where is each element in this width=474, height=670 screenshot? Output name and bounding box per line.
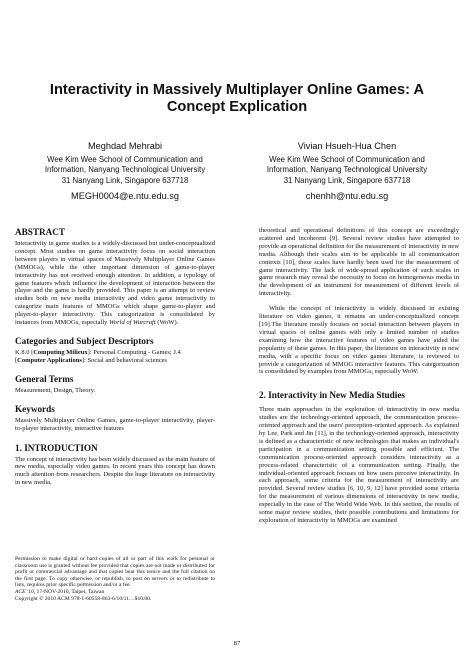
keywords-text: Massively Multiplayer Online Games, game-to-player interactivity, player-to-player interactivity, interactive features	[15, 416, 215, 432]
author-address: 31 Nanyang Link, Singapore 637718	[283, 176, 411, 185]
author-affiliation-line2: Information, Nanyang Technological University	[266, 165, 428, 174]
author-affiliation-line2: Information, Nanyang Technological University	[44, 165, 206, 174]
left-column	[15, 227, 215, 487]
body-paragraph: While the concept of interactivity is widely discussed in existing literature on video games, it remains an under-conceptualized concept [19].The literature mostly focuses on social interaction between players in virtual spaces of online games with only a limited number of studies examining how the interactive features of video games have aided the popularity of these games. In this paper, the literature on interactivity in new media, with a specific focus on video games literature, is reviewed to provide a categorization of MMOG interactive features. This categorization is consolidated by examples from MMOGs, especially WoW.	[259, 305, 459, 376]
body-paragraph: theoretical and operational definitions of this concept are exceedingly scattered and incoherent [9]. Several review studies have attempted to provide an operational definition for the measurement of interactivity in new media. Although their scales aim to be applicable in all communication contexts [10], these scales have hardly been used for the measurement of game interactivity. The lack of wide-spread application of such scales in game research may reveal the necessity to focus on homogeneous media in the development of an instrument for measurement of different levels of interactivity.	[259, 227, 459, 298]
introduction-text: The concept of interactivity has been widely discussed as the main feature of new media, especially video games. In recent years this concept has drawn much attention from researchers. Despite the huge literature on interactivity in new media,	[15, 455, 215, 487]
copyright-line: Copyright © 2010 ACM 978-1-60558-863-6/10/11…$10.00.	[15, 595, 152, 602]
author-affiliation-line1: Wee Kim Wee School of Communication and	[269, 155, 425, 164]
introduction-heading: 1. INTRODUCTION	[15, 442, 98, 453]
author-email: chenhh@ntu.edu.sg	[305, 191, 389, 201]
right-column	[259, 227, 459, 525]
paper-title	[20, 82, 454, 116]
author-address: 31 Nanyang Link, Singapore 637718	[61, 176, 189, 185]
conference-line: ACE '10, 17-NOV-2010, Taipei, Taiwan	[15, 588, 105, 595]
paper-title-line2: Concept Explication	[166, 99, 308, 115]
page-number: 87	[233, 640, 241, 647]
author-block-1	[25, 140, 225, 202]
categories-line1: K.8.0 [Computing Milieux]: Personal Computing - Games; J.4	[15, 348, 181, 356]
abstract-text: Interactivity in game studies is a widely-discussed but under-conceptualized concept. Most studies on game interactivity focus on social interaction between players in virtual spaces of Massively Multiplayer Online Games (MMOGs), while the other important dimension of game-to-player interactivity has not received enough attention. In addition, a typology of game features which influence the development of interaction between the player and the game is hardly provided. This paper is an attempt to review studies both on new media interactivity and video game interactivity to categorize main features of MMOGs which shape game-to-player and player-to-player interactivity. This categorization is consolidated by instances from MMOGs, especially World of Warcraft (WoW).	[15, 240, 215, 327]
general-terms-heading: General Terms	[15, 373, 74, 384]
keywords-heading: Keywords	[15, 403, 55, 414]
copyright-notice	[15, 556, 215, 602]
author-email: MEGH0004@e.ntu.edu.sg	[71, 191, 179, 201]
abstract-italic-title: World of Warcraft	[109, 319, 156, 327]
section-heading: 2. Interactivity in New Media Studies	[259, 390, 405, 401]
body-paragraph: Three main approaches in the exploration of interactivity in new media studies are the technology-oriented approach, the communication process-oriented approach and the users' perception-oriented approach. As explained by Lee, Park and Jin [11], in the technology-oriented approach, interactivity is defined as a characteristic of new technologies that makes an individual's participation in a communication setting possible and efficient. The communication process-oriented approach considers interactivity as a process-related characteristic of a communication setting. Finally, the individual-oriented approach focuses on how users perceive interactivity. In each approach, some criteria for the measurement of interactivity are provided. Several review studies [6, 10, 9, 12] have provided some criteria for the measurement of various dimensions of interactivity in new media, especially in the case of The World Wide Web. In this section, the results of some major review studies, their possible contributions and limitations for exploration of interactivity in MMOGs are examined	[259, 406, 459, 524]
abstract-heading: ABSTRACT	[15, 227, 66, 237]
paper-title-line1: Interactivity in Massively Multiplayer Online Games: A	[49, 82, 425, 98]
categories-heading: Categories and Subject Descriptors	[15, 335, 154, 346]
categories-line2: [Computer Applications]: Social and behavioral sciences	[15, 356, 168, 364]
author-name: Meghdad Mehrabi	[87, 141, 163, 151]
author-block-2	[247, 140, 447, 202]
general-terms-text: Measurement, Design, Theory.	[15, 386, 96, 394]
author-affiliation-line1: Wee Kim Wee School of Communication and	[47, 155, 203, 164]
author-name: Vivian Hsueh-Hua Chen	[297, 141, 397, 151]
permission-text: Permission to make digital or hard copies of all or part of this work for personal or classroom use is granted without fee provided that copies are not made or distributed for profit or commercial advantage and that copies bear this notice and the full citation on the first page. To copy otherwise, or republish, to post on servers or to redistribute to lists, requires prior specific permission and/or a fee.	[15, 556, 215, 589]
